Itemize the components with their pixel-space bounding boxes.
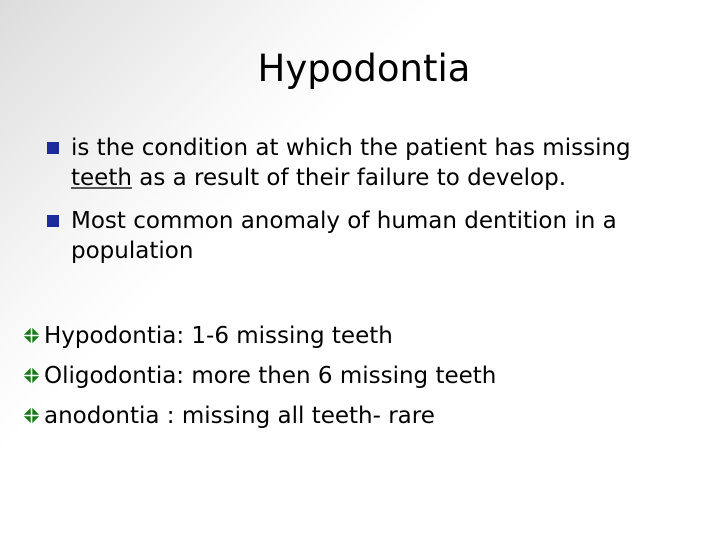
teeth-link[interactable]: teeth xyxy=(71,165,132,191)
diamond-item-label: anodontia : missing all teeth- rare xyxy=(44,403,435,429)
slide-title: Hypodontia xyxy=(257,47,471,90)
bullet-line xyxy=(71,163,691,193)
bullet-item-definition xyxy=(71,133,691,193)
diamond-item-anodontia xyxy=(22,398,435,434)
diamond-item-label: Hypodontia: 1-6 missing teeth xyxy=(44,323,393,349)
diamond-bullet-icon xyxy=(22,366,41,385)
square-bullet-icon xyxy=(47,215,59,227)
diamond-item-label: Oligodontia: more then 6 missing teeth xyxy=(44,363,497,389)
diamond-item-oligodontia xyxy=(22,358,496,394)
diamond-bullet-icon xyxy=(22,406,41,425)
square-bullet-icon xyxy=(47,142,59,154)
bullet-line: Most common anomaly of human dentition in a xyxy=(71,208,617,234)
bullet-item-anomaly xyxy=(71,206,691,266)
bullet-line: population xyxy=(71,238,194,264)
bullet-line: is the condition at which the patient has missing xyxy=(71,135,631,161)
diamond-bullet-icon xyxy=(22,326,41,345)
bullet-line-rest: as a result of their failure to develop. xyxy=(131,165,567,191)
diamond-item-hypodontia xyxy=(22,318,393,354)
